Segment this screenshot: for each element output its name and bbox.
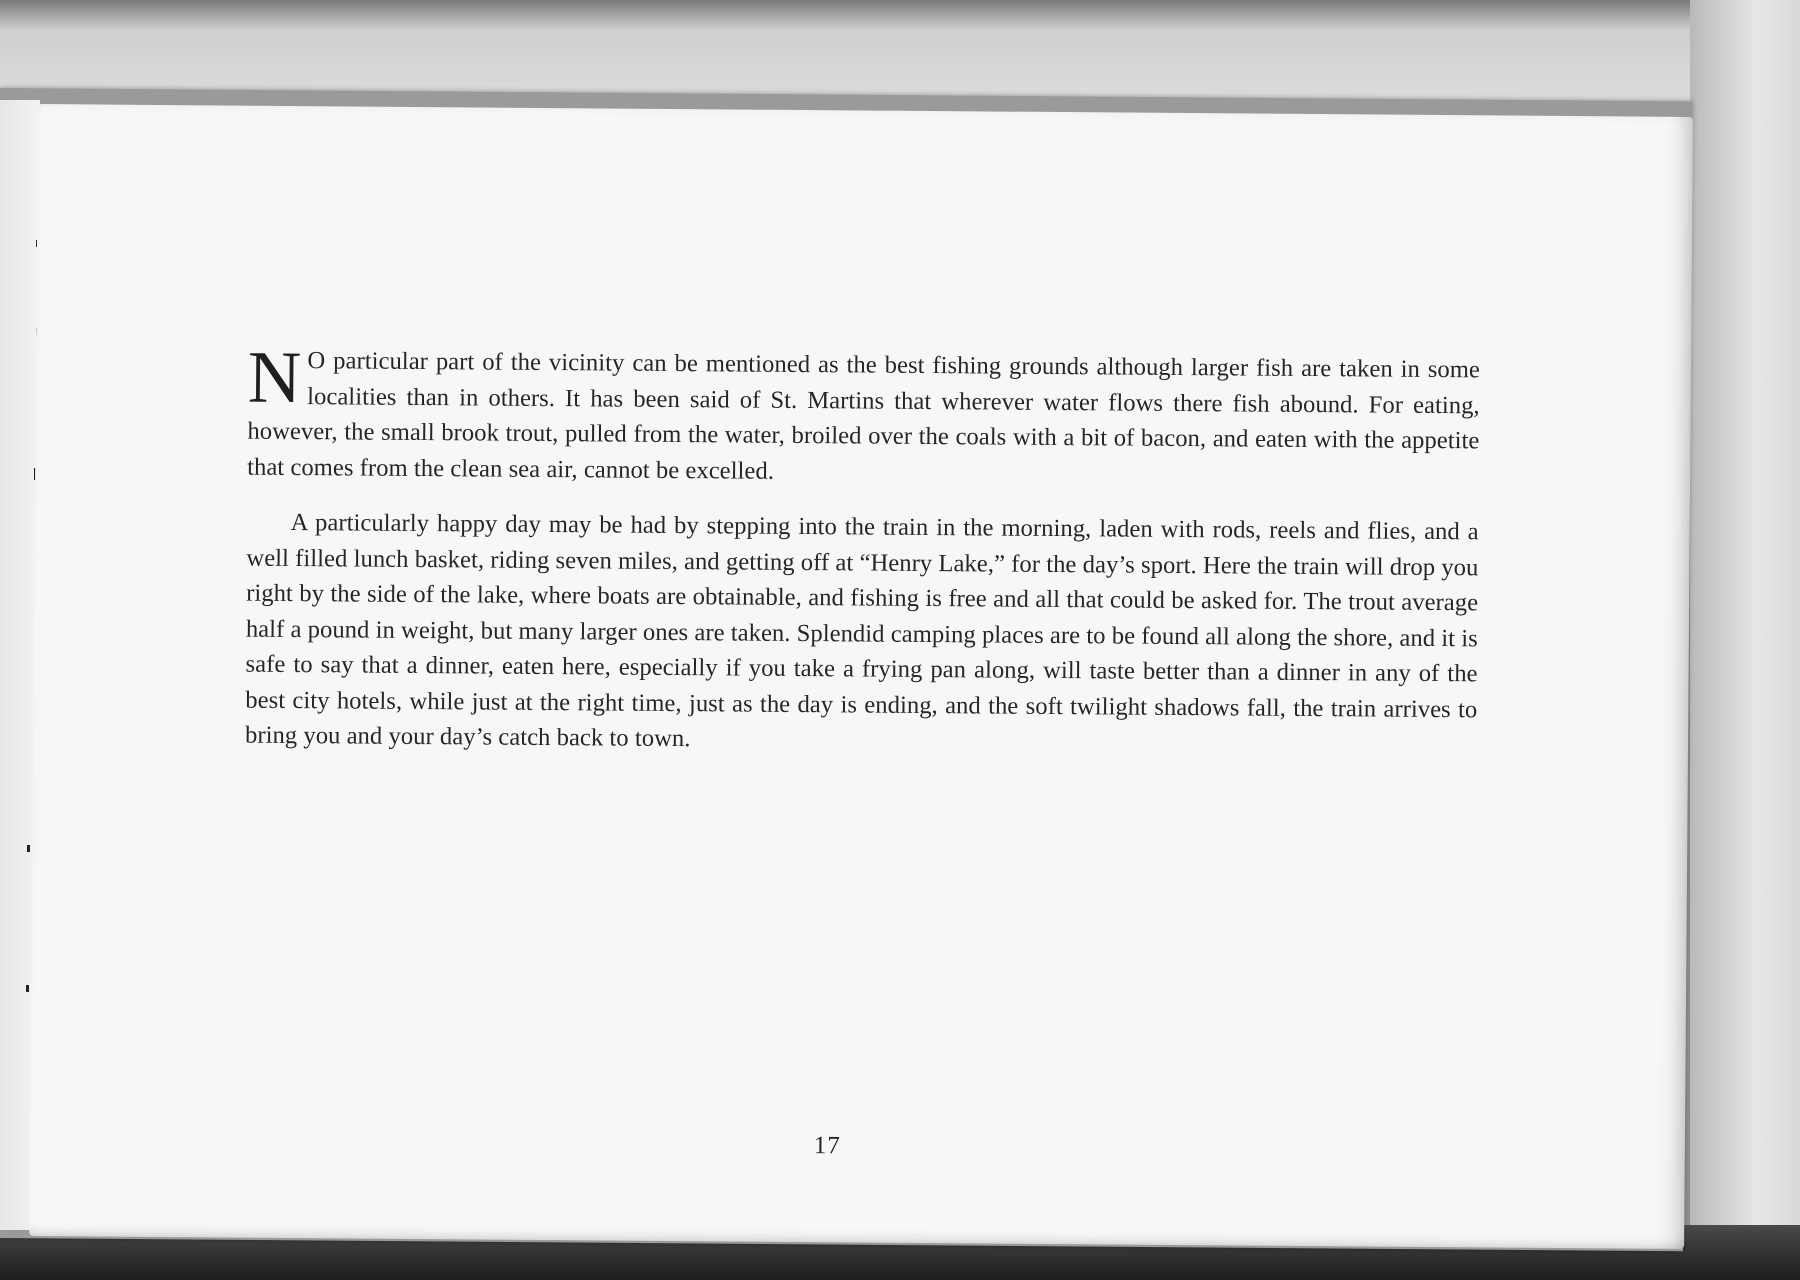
paragraph-first	[247, 336, 1481, 495]
book-page	[29, 104, 1693, 1249]
paragraph-first-text: O particular part of the vicinity can be mentioned as the best fishing grounds although larger fish are taken in some localities than in others. It has been said of St. Martins that wherever water flows there fish abound. For eating, however, the small brook trout, pulled from the water, broiled over the coals with a bit of bacon, and eaten with the appetite that comes from the clean sea air, cannot be excelled.	[247, 347, 1481, 485]
drop-cap: N	[247, 336, 302, 420]
scanner-backdrop-right	[1690, 0, 1800, 1280]
gutter-mark	[27, 845, 30, 852]
paragraph-second: A particularly happy day may be had by stepping into the train in the morning, laden with rods, reels and flies, and a well filled lunch basket, riding seven miles, and getting off at “Henry Lake,” for the day’s sport. Here the train will drop you right by the side of the lake, where boats are obtainable, and fishing is free and all that could be asked for. The trout average half a pound in weight, but many larger ones are taken. Splendid camping places are to be found all along the shore, and it is safe to say that a dinner, eaten here, especially if you take a frying pan along, will taste better than a dinner in any of the best city hotels, while just at the right time, just as the day is ending, and the soft twilight shadows fall, the train arrives to bring you and your day’s catch back to town.	[244, 508, 1479, 753]
page-number: 17	[813, 1132, 841, 1160]
body-text	[244, 336, 1481, 763]
gutter-mark	[26, 985, 29, 992]
